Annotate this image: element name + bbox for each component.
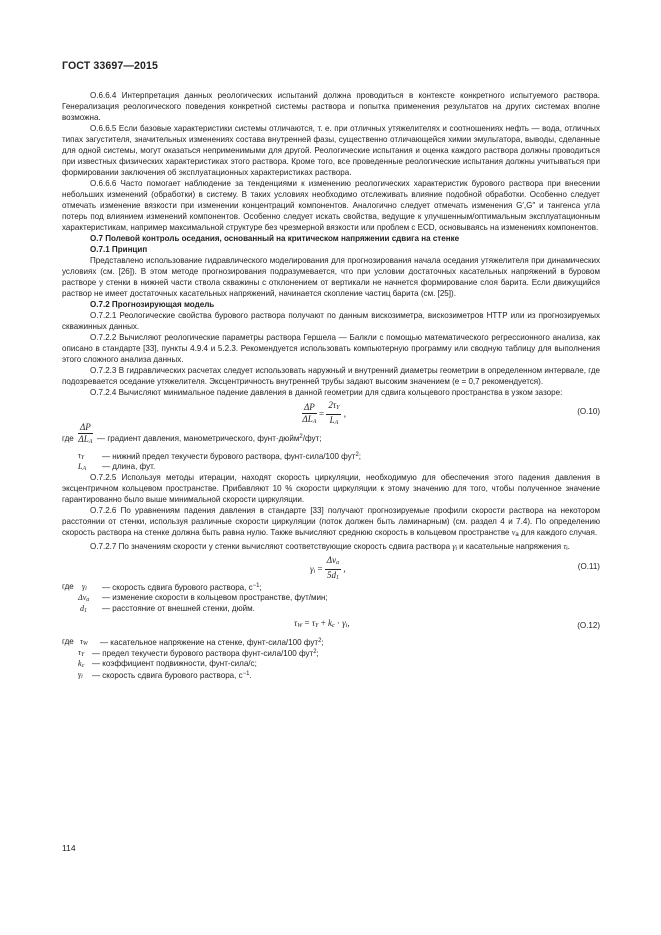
section-heading-o71: О.7.1 Принцип: [90, 245, 148, 254]
paragraph-o665: О.6.6.5 Если базовые характеристики системы отличаются, т. е. при отличных утяжелителях и соотношениях нефть — вода, отличных типах загустителя, значительных изменениях состава внутренней фазы, существенно отличающейся химии эмульгатора, выводы, сделанные для одной системы, могут оказаться неприменимыми для другой. Реологические испытания и оценка каждого раствора должны проводиться при известных физических характеристиках этого раствора. Кроме того, все проведенные реологические испытания должны учитываться при формировании заключения об эксплуатационных характеристиках раствора.: [62, 124, 600, 177]
section-heading-o7: О.7 Полевой контроль оседания, основанный на критическом напряжении сдвига на стенке: [90, 234, 460, 243]
paragraph-o721: О.7.2.1 Реологические свойства бурового раствора получают по данным вискозиметра, вискозиметров НТТР или из прогнозируемых скважинных данных.: [62, 311, 600, 331]
paragraph-o722: О.7.2.2 Вычисляют реологические параметры раствора Гершела — Балкли с помощью математического регрессионного анализа, как описано в стандарте [33], пункты 4.9.4 и 5.2.3. Рекомендуется использовать компьютерную программу или сводную таблицу для выполнения этого сложного анализа данных.: [62, 333, 600, 364]
definitions-o10: где $\frac{\Delta P}{\text{ΔLA}}$ — градиент давления, манометрического, фунт·дюйм$^2$/фут; τY — нижний предел текучести бурового раствора, фунт-сила/100 фут$^2$; LA — длина, фут.: [62, 422, 362, 472]
document-header: ГОСТ 33697—2015: [62, 60, 159, 72]
paragraph-o724: О.7.2.4 Вычисляют минимальное падение давления в данной геометрии для сдвига кольцевого пространства в узком зазоре:: [90, 388, 563, 397]
formula-o11: γi = $\frac{\text{Δva}}{5d1}$ , (О.11): [310, 555, 600, 581]
paragraph-o727: О.7.2.7 По значениям скорости у стенки вычисляют соответствующие скорость сдвига раствора γi и касательные напряжения τi.: [90, 542, 570, 552]
page-number: 114: [62, 843, 76, 853]
equation-number-o12: (О.12): [577, 621, 600, 630]
document-body: [62, 90, 600, 680]
formula-o10: $\frac{\Delta P}{\text{ΔLA}}$ = $\frac{2\tau Y}{LA}$ , (О.10): [302, 400, 600, 426]
formula-o12: τW = τY + kc · γi, (О.12): [294, 618, 600, 630]
section-heading-o72: О.7.2 Прогнозирующая модель: [90, 300, 215, 309]
equation-number-o11: (О.11): [577, 562, 600, 571]
equation-number-o10: (О.10): [577, 407, 600, 416]
definitions-o11: где γi — скорость сдвига бурового раствора, $с^{-1}$; Δva — изменение скорости в кольцевом пространстве, фут/мин; d1 — расстояние от внешней стенки, дюйм.: [62, 582, 328, 614]
paragraph-o71: Представлено использование гидравлического моделирования для прогнозирования начала оседания утяжелителя при динамических условиях (см. [26]). В этом методе прогнозирования подразумевается, что при условии достаточных касательных напряжений в буровом растворе у стенки в нижней части ствола скважины с отклонением от вертикали не начнется формирование слоя барита. Если движущийся раствор не имеет достаточных касательных напряжений, начинается скопление частиц барита (см. [25]).: [62, 256, 600, 298]
paragraph-o664: О.6.6.4 Интерпретация данных реологических испытаний должна проводиться в контексте конкретного испытуемого раствора. Генерализация реологического поведения конкретной системы раствора и попытка применения результатов на других системах вполне возможна.: [62, 91, 600, 122]
paragraph-o723: О.7.2.3 В гидравлических расчетах следует использовать наружный и внутренний диаметры геометрии в определенном интервале, где подозревается оседание утяжелителя. Эксцентричность внутренней трубы задают высоким значением (е = 0,7 рекомендуется).: [62, 366, 600, 386]
definitions-o12: где τW — касательное напряжение на стенке, фунт-сила/100 фут$^2$; τY — предел текучести бурового раствора фунт-сила/100 фут$^2$; kc — коэффициент подвижности, фунт-сила/с; γi — скорость сдвига бурового раствора, $с^{-1}$.: [62, 637, 324, 680]
paragraph-o666: О.6.6.6 Часто помогает наблюдение за тенденциями к изменению реологических характеристик бурового раствора при внесении небольших изменений (обработки) в систему. В таких условиях необходимо отслеживать влияние подобной обработки. Особенно следует отмечать изменение вязкости при изменении концентраций компонентов. Аналогично следует отмечать изменения G′,G″ и тангенса угла потерь под влиянием изменений компонентов. Особенно следует искать свойства, ведущие к улучшенным/оптимальным эксплуатационным характеристикам, например максимальной структуре без чрезмерной вязкости или проблем с ECD, основываясь на изменениях компонентов.: [62, 179, 600, 232]
paragraph-o726: О.7.2.6 По уравнениям падения давления в стандарте [33] получают прогнозируемые профили скорости раствора на некотором расстоянии от стенки, используя различные скорости циркуляции (поток должен быть ламинарным) (см. раздел 4 и 7.4). По определению скорость раствора на стенке должна быть равна нулю. Также вычисляют среднюю скорость в кольцевом пространстве va для каждого случая.: [62, 506, 600, 538]
paragraph-o725: О.7.2.5 Используя методы итерации, находят скорость циркуляции, необходимую для обеспечения этого падения давления в эксцентричном кольцевом пространстве. Прибавляют 10 % скорости циркуляции к этому значению для того, чтобы полученное значение гарантированно было выше минимальной скорости циркуляции.: [62, 473, 600, 504]
